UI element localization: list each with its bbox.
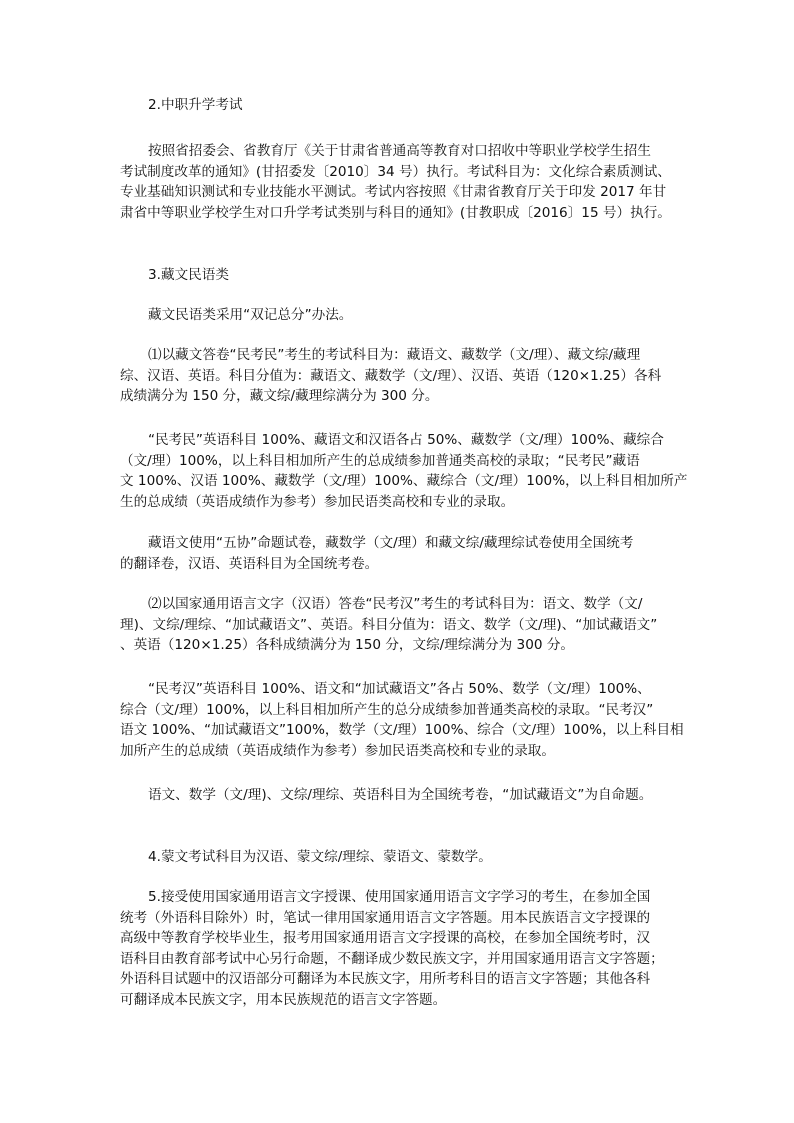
text-line: 藏语文使用“五协”命题试卷，藏数学（文/理）和藏文综/藏理综试卷使用全国统考	[148, 535, 634, 551]
text-line: 考试制度改革的通知》(甘招委发〔2010〕34 号）执行。考试科目为：文化综合素质测试、	[120, 163, 671, 180]
text-line: 成绩满分为 150 分，藏文综/藏理综满分为 300 分。	[120, 388, 439, 405]
text-line: 5.接受使用国家通用语言文字授课、使用国家通用语言文字学习的考生，在参加全国	[148, 889, 651, 905]
text-line: 肃省中等职业学校学生对口升学考试类别与科目的通知》(甘教职成〔2016〕15 号）执行。	[120, 204, 671, 221]
text-line: 高级中等教育学校毕业生，报考用国家通用语言文字授课的高校，在参加全国统考时，汉	[120, 930, 651, 947]
text-line: 生的总成绩（英语成绩作为参考）参加民语类高校和专业的录取。	[120, 493, 515, 510]
text-line: ⑴以藏文答卷“民考民”考生的考试科目为：藏语文、藏数学（文/理）、藏文综/藏理	[148, 347, 641, 363]
text-line: 4.蒙文考试科目为汉语、蒙文综/理综、蒙语文、蒙数学。	[148, 849, 492, 865]
text-line: 理)、文综/理综、“加试藏语文”、英语。科目分值为：语文、数学（文/理)、“加试藏语文”	[120, 616, 658, 633]
text-line: 加所产生的总成绩（英语成绩作为参考）参加民语类高校和专业的录取。	[120, 742, 555, 759]
text-line: 、英语（120×1.25）各科成绩满分为 150 分，文综/理综满分为 300 分。	[120, 637, 575, 654]
text-line: 2.中职升学考试	[148, 97, 243, 113]
text-line: 藏文民语类采用“双记总分”办法。	[148, 307, 353, 323]
text-line: ⑵以国家通用语言文字（汉语）答卷“民考汉”考生的考试科目为：语文、数学（文/	[148, 596, 643, 612]
text-line: 外语科目试题中的汉语部分可翻译为本民族文字，用所考科目的语言文字答题；其他各科	[120, 971, 651, 988]
text-line: 语科目由教育部考试中心另行命题，不翻译成少数民族文字，并用国家通用语言文字答题；	[120, 950, 664, 967]
text-line: 按照省招委会、省教育厅《关于甘肃省普通高等教育对口招收中等职业学校学生招生	[148, 143, 651, 159]
text-line: （文/理）100%，以上科目相加所产生的总成绩参加普通类高校的录取；“民考民”藏语	[120, 452, 640, 469]
text-line: 综、汉语、英语。科目分值为：藏语文、藏数学（文/理）、汉语、英语（120×1.25）各科	[120, 367, 662, 384]
text-line: 专业基础知识测试和专业技能水平测试。考试内容按照《甘肃省教育厅关于印发 2017 年甘	[120, 184, 667, 201]
text-line: 可翻译成本民族文字，用本民族规范的语言文字答题。	[120, 992, 447, 1008]
text-line: 综合（文/理）100%，以上科目相加所产生的总分成绩参加普通类高校的录取。“民考汉”	[120, 701, 654, 718]
text-line: “民考汉”英语科目 100%、语文和“加试藏语文”各占 50%、数学（文/理）100%、	[148, 681, 651, 697]
text-line: 语文、数学（文/理)、文综/理综、英语科目为全国统考卷，“加试藏语文”为自命题。	[148, 787, 653, 803]
text-line: 的翻译卷，汉语、英语科目为全国统考卷。	[120, 555, 379, 572]
text-line: 语文 100%、“加试藏语文”100%，数学（文/理）100%、综合（文/理）100%，以上科目相	[120, 722, 684, 739]
text-line: 3.藏文民语类	[148, 267, 229, 283]
text-line: 文 100%、汉语 100%、藏数学（文/理）100%、藏综合（文/理）100%，以上科目相加所产	[120, 473, 688, 490]
text-line: “民考民”英语科目 100%、藏语文和汉语各占 50%、藏数学（文/理）100%、藏综合	[148, 432, 664, 448]
text-line: 统考（外语科目除外）时，笔试一律用国家通用语言文字答题。用本民族语言文字授课的	[120, 909, 651, 926]
